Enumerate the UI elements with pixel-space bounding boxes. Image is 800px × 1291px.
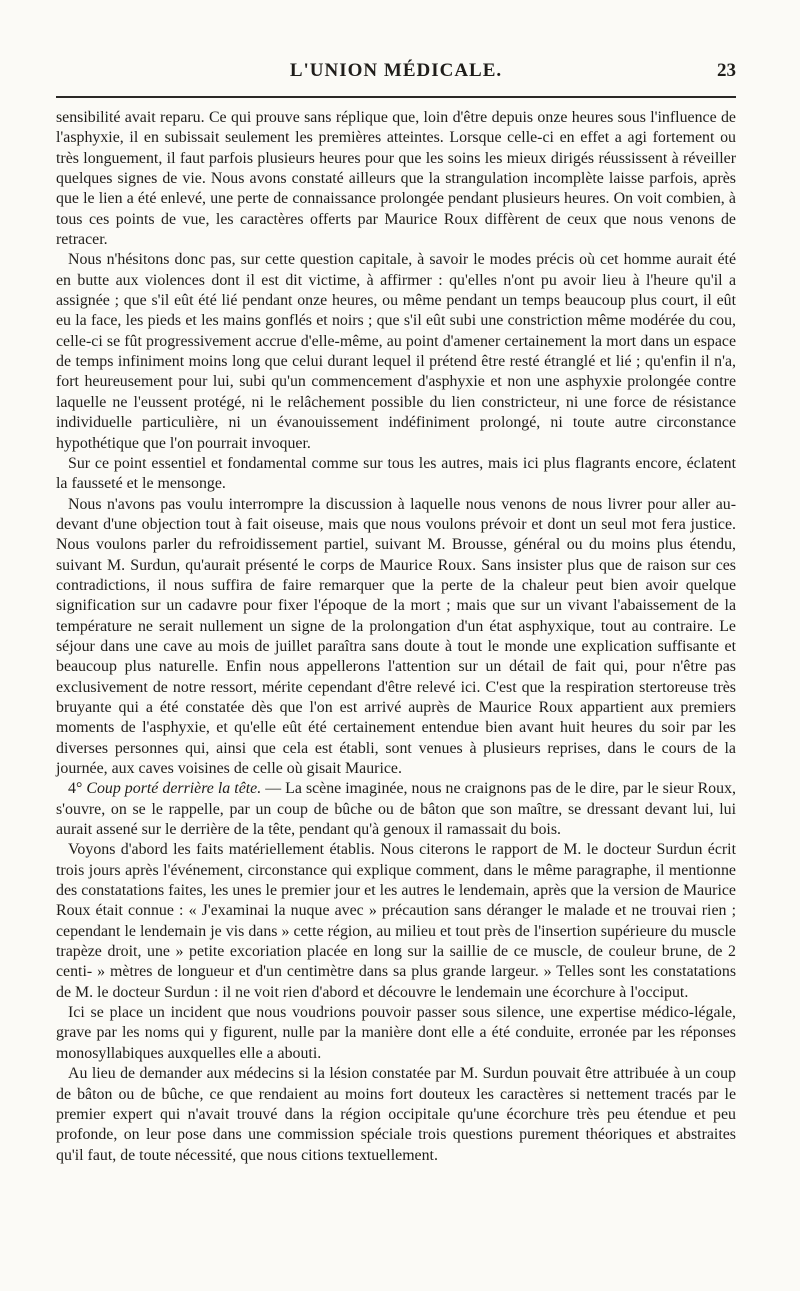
page-header	[56, 60, 736, 90]
paragraph: sensibilité avait reparu. Ce qui prouve sans réplique que, loin d'être depuis onze heures sous l'influence de l'asphyxie, il en subissait seulement les premières atteintes. Lorsque celle-ci en effet a agi fortement ou très longuement, il faut parfois plusieurs heures pour que les soins les mieux dirigés réussissent à réveiller quelques signes de vie. Nous avons constaté ailleurs que la strangulation incomplète laisse parfois, après que le lien a été enlevé, une perte de connaissance prolongée pendant plusieurs heures. On voit combien, à tous ces points de vue, les caractères offerts par Maurice Roux diffèrent de ceux que nous venons de retracer.	[56, 109, 736, 249]
header-rule	[56, 96, 736, 98]
paragraph: Ici se place un incident que nous voudrions pouvoir passer sous silence, une expertise médico-légale, grave par les noms qui y figurent, nulle par la manière dont elle a été conduite, erronée par les réponses monosyllabiques auxquelles elle a abouti.	[56, 1004, 736, 1062]
section-title: Coup porté derrière la tête.	[86, 780, 262, 798]
paragraph: Sur ce point essentiel et fondamental comme sur tous les autres, mais ici plus flagrants encore, éclatent la fausseté et le mensonge.	[56, 454, 736, 493]
paragraph: Nous n'avons pas voulu interrompre la discussion à laquelle nous venons de nous livrer pour aller au-devant d'une objection tout à fait oiseuse, mais que nous voulons prévoir et dont un seul mot fera justice. Nous voulons parler du refroidissement partiel, suivant M. Brousse, général ou du moins plus étendu, suivant M. Surdun, qu'aurait présenté le corps de Maurice Roux. Sans insister plus que de raison sur ces contradictions, il nous suffira de faire remarquer que la perte de la chaleur peut bien avoir quelque signification sur un cadavre pour fixer l'époque de la mort ; mais que sur un vivant l'abaissement de la température ne serait nullement un signe de la prolongation d'un état asphyxique, tout au contraire. Le séjour dans une cave au mois de juillet paraîtra sans doute à tout le monde une explication suffisante et beaucoup plus naturelle. Enfin nous appellerons l'attention sur un détail de fait qui, pour n'être pas exclusivement de notre ressort, mérite cependant d'être relevé ici. C'est que la respiration stertoreuse très bruyante qui a été constatée dès que l'on est arrivé auprès de Maurice Roux appartient aux premiers moments de l'asphyxie, et qu'elle eût été certainement entendue bien avant huit heures du soir par les diverses personnes qui, ainsi que cela est établi, sont venues à plusieurs reprises, dans le cours de la journée, aux caves voisines de celle où gisait Maurice.	[56, 495, 736, 777]
page-number: 23	[717, 60, 736, 81]
running-title: L'UNION MÉDICALE.	[289, 60, 503, 81]
section-number: 4°	[68, 780, 83, 798]
section-paragraph	[56, 779, 736, 840]
paragraph: Nous n'hésitons donc pas, sur cette question capitale, à savoir le modes précis où cet homme aurait été en butte aux violences dont il est dit victime, à affirmer : qu'elles n'ont pu avoir lieu à l'heure qu'il a assignée ; que s'il eût été lié pendant onze heures, ou même pendant un temps beaucoup plus court, il eût eu la face, les pieds et les mains gonflés et noirs ; que s'il eût subi une constriction même modérée du cou, celle-ci se fût progressivement accrue d'elle-même, au point d'amener certainement la mort dans un espace de temps infiniment moins long que celui durant lequel il prétend être resté étranglé et lié ; qu'enfin il n'a, fort heureusement pour lui, subi qu'un commencement d'asphyxie et non une asphyxie prolongée contre laquelle ne l'eussent protégé, ni le relâchement possible du lien constricteur, ni une force de résistance individuelle particulière, ni un évanouissement indéfiniment prolongé, ni toute autre circonstance hypothétique que l'on pourrait invoquer.	[56, 251, 736, 452]
paragraph: Au lieu de demander aux médecins si la lésion constatée par M. Surdun pouvait être attribuée à un coup de bâton ou de bûche, ce que rendaient au moins fort douteux les caractères si nettement tracés par le premier expert qui n'avait trouvé dans la région occipitale qu'une écorchure très peu étendue et peu profonde, on leur pose dans une commission spéciale trois questions purement théoriques et abstraites qu'il faut, de toute nécessité, que nous citions textuellement.	[56, 1065, 736, 1164]
body-text	[56, 108, 736, 1166]
section-text: — La scène imaginée, nous ne craignons pas de le dire, par le sieur Roux, s'ouvre, on se le rappelle, par un coup de bûche ou de bâton que son maître, se dressant devant lui, lui aurait assené sur le derrière de la tête, pendant qu'à genoux il ramassait du bois.	[56, 780, 736, 839]
paragraph: Voyons d'abord les faits matériellement établis. Nous citerons le rapport de M. le docteur Surdun écrit trois jours après l'événement, circonstance qui explique comment, dans le même paragraphe, il mentionne des constatations faites, les unes le premier jour et les autres le lendemain, après que la version de Maurice Roux était connue : « J'examinai la nuque avec » précaution sans déranger le malade et ne trouvai rien ; cependant le lendemain je vis dans » cette région, au milieu et tout près de l'insertion supérieure du muscle trapèze droit, une » petite excoriation placée en long sur la saillie de ce muscle, de couleur brune, de 2 centi- » mètres de longueur et d'un centimètre dans sa plus grande largeur. » Telles sont les constatations de M. le docteur Surdun : il ne voit rien d'abord et découvre le lendemain une écorchure à l'occiput.	[56, 841, 736, 1001]
